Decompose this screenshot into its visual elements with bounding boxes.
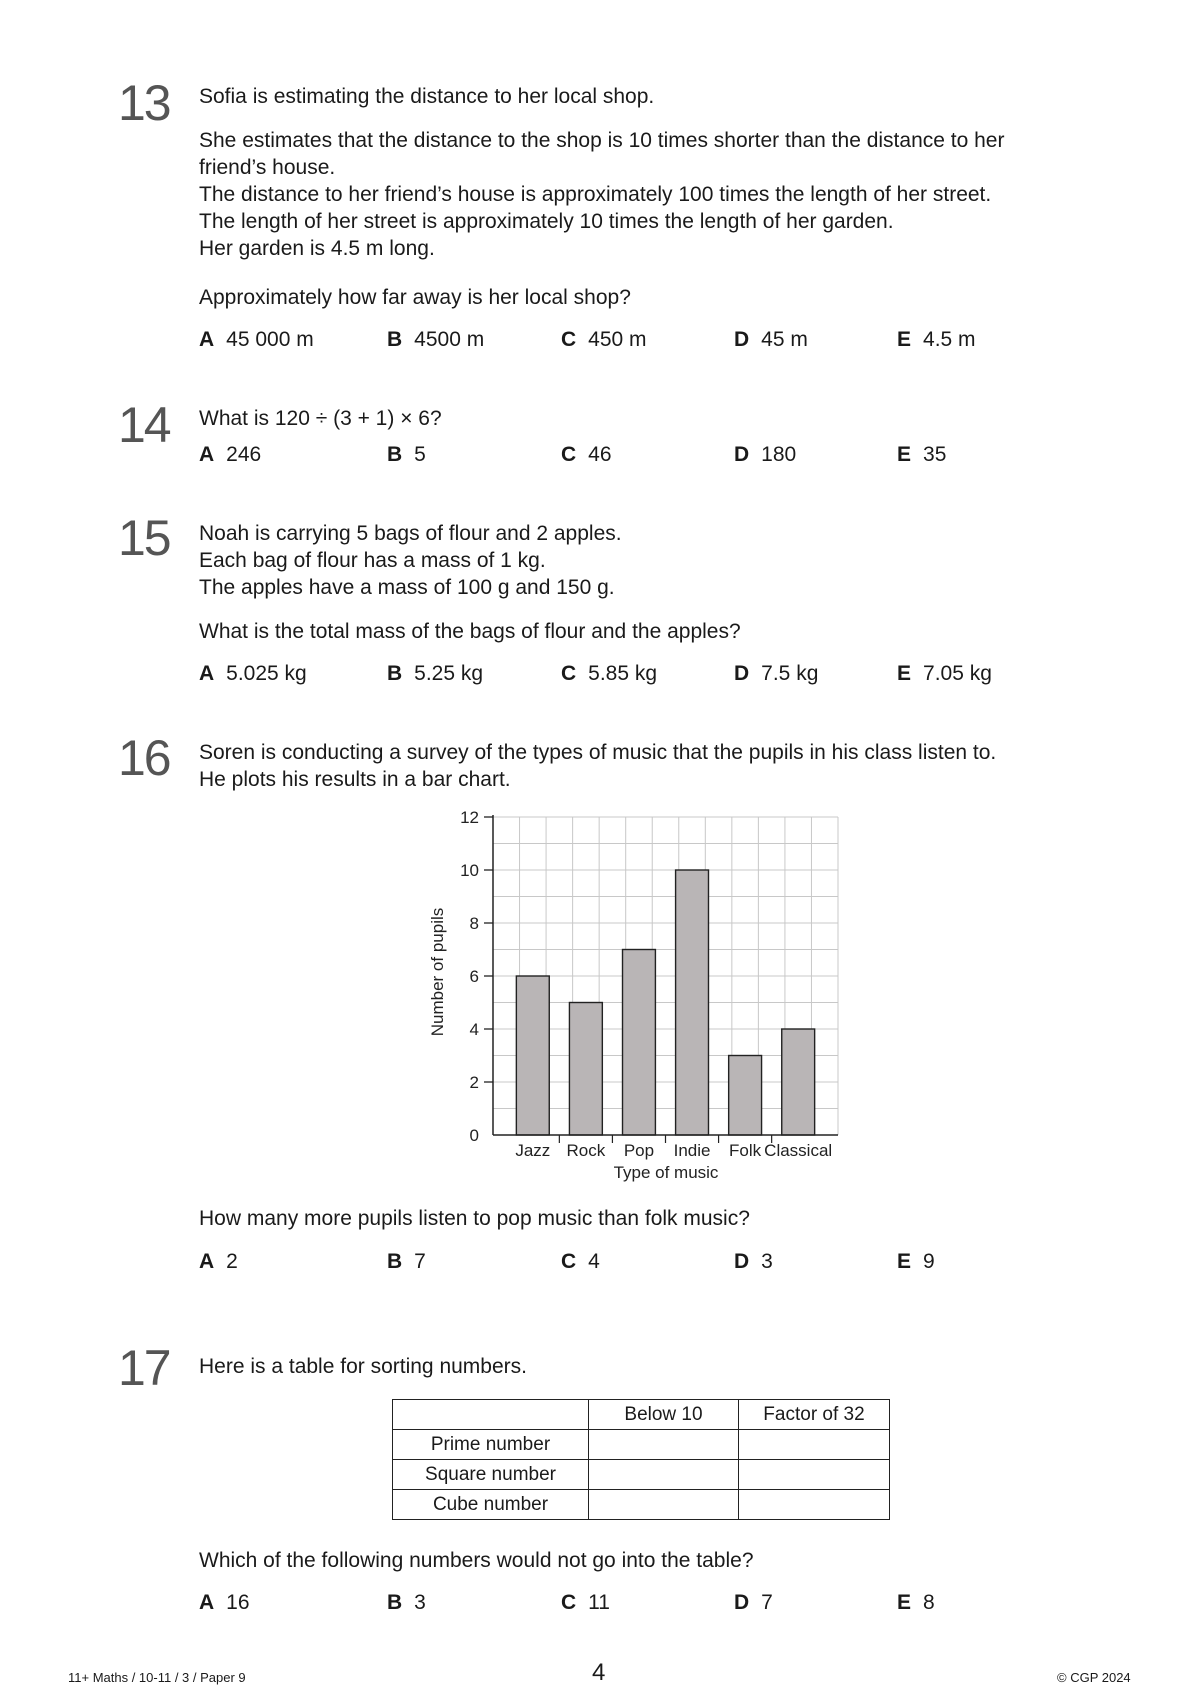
table-row-label: Square number [393,1460,589,1490]
question-number-17: 17 [118,1340,170,1396]
y-tick-label: 0 [469,1126,479,1145]
option-text: 4 [588,1250,600,1273]
answer-option-d[interactable] [734,662,818,686]
answer-option-c[interactable] [561,662,657,686]
question-text-line: Her garden is 4.5 m long. [199,237,435,260]
question-14-options [199,443,1099,473]
option-letter: E [897,1250,912,1273]
x-tick-label: Classical [764,1141,833,1160]
option-text: 450 m [588,328,647,351]
question-text-line: Sofia is estimating the distance to her local shop. [199,85,655,108]
option-text: 7 [761,1591,773,1614]
question-13-intro [199,83,1099,110]
option-text: 7.5 kg [761,662,819,685]
x-axis-label: Type of music [613,1163,719,1182]
y-tick-label: 12 [460,808,479,827]
answer-option-c[interactable] [561,443,612,467]
bar [676,870,709,1135]
answer-option-a[interactable] [199,1591,250,1615]
question-text-line: The length of her street is approximately 10 times the length of her garden. [199,210,894,233]
table-row-label: Prime number [393,1430,589,1460]
page-number: 4 [592,1659,606,1686]
option-letter: A [199,1250,215,1273]
answer-option-b[interactable] [387,1250,426,1274]
sorting-table [392,1399,890,1520]
question-text-line: The distance to her friend’s house is approximately 100 times the length of her street. [199,183,992,206]
question-16-details [199,739,1099,793]
question-17-intro [199,1353,1099,1380]
answer-option-a[interactable] [199,443,261,467]
question-text-line: The apples have a mass of 100 g and 150 g. [199,576,615,599]
question-number-13: 13 [118,75,170,131]
answer-option-a[interactable] [199,1250,238,1274]
answer-option-a[interactable] [199,662,307,686]
option-letter: E [897,1591,912,1614]
answer-option-b[interactable] [387,1591,426,1615]
table-cell [589,1430,739,1460]
question-15-prompt: What is the total mass of the bags of flour and the apples? [199,620,741,643]
y-tick-label: 8 [469,914,479,933]
option-letter: E [897,443,912,466]
answer-option-d[interactable] [734,1591,773,1615]
question-14-prompt: What is 120 ÷ (3 + 1) × 6? [199,407,442,430]
answer-option-b[interactable] [387,662,483,686]
answer-option-e[interactable] [897,1250,935,1274]
bar [729,1056,762,1136]
option-text: 35 [923,443,947,466]
option-letter: D [734,1250,750,1273]
y-tick-label: 4 [469,1020,479,1039]
answer-option-b[interactable] [387,443,426,467]
option-text: 5.25 kg [414,662,484,685]
option-text: 3 [414,1591,426,1614]
answer-option-e[interactable] [897,662,992,686]
answer-option-e[interactable] [897,443,946,467]
option-text: 5 [414,443,426,466]
question-text-line: He plots his results in a bar chart. [199,768,511,791]
option-letter: B [387,443,403,466]
answer-option-b[interactable] [387,328,484,352]
answer-option-c[interactable] [561,1591,610,1615]
answer-option-a[interactable] [199,328,314,352]
question-number-15: 15 [118,510,170,566]
option-letter: E [897,328,912,351]
option-text: 5.025 kg [226,662,307,685]
question-16-prompt: How many more pupils listen to pop music than folk music? [199,1207,750,1230]
question-13-options [199,328,1099,358]
option-text: 7 [414,1250,426,1273]
question-13-prompt: Approximately how far away is her local shop? [199,286,631,309]
option-letter: A [199,1591,215,1614]
question-13-details [199,127,1099,262]
bar [623,950,656,1136]
question-number-16: 16 [118,730,170,786]
option-letter: A [199,443,215,466]
answer-option-c[interactable] [561,1250,600,1274]
table-row [393,1430,890,1460]
option-letter: D [734,443,750,466]
table-row-label: Cube number [393,1490,589,1520]
option-text: 3 [761,1250,773,1273]
footer-copyright: © CGP 2024 [1057,1670,1131,1685]
option-text: 8 [923,1591,935,1614]
option-text: 46 [588,443,612,466]
option-text: 4.5 m [923,328,976,351]
answer-option-e[interactable] [897,328,976,352]
table-cell [739,1490,890,1520]
option-letter: B [387,662,403,685]
option-text: 9 [923,1250,935,1273]
x-tick-label: Rock [566,1141,606,1160]
answer-option-e[interactable] [897,1591,935,1615]
table-header-row [393,1400,890,1430]
y-axis-label: Number of pupils [428,907,447,1037]
option-letter: E [897,662,912,685]
option-text: 4500 m [414,328,485,351]
table-header-cell: Factor of 32 [739,1400,890,1430]
option-letter: B [387,1250,403,1273]
question-17-prompt: Which of the following numbers would not go into the table? [199,1549,754,1572]
answer-option-c[interactable] [561,328,647,352]
table-row [393,1490,890,1520]
option-letter: B [387,328,403,351]
table-header-cell [393,1400,589,1430]
y-tick-label: 2 [469,1073,479,1092]
bar [516,976,549,1135]
bar [569,1003,602,1136]
option-text: 5.85 kg [588,662,658,685]
question-text-line: Here is a table for sorting numbers. [199,1355,527,1378]
table-cell [589,1490,739,1520]
bar [782,1029,815,1135]
question-17-options [199,1591,1099,1621]
answer-option-d[interactable] [734,328,808,352]
y-tick-label: 10 [460,861,479,880]
table-cell [589,1460,739,1490]
option-text: 246 [226,443,262,466]
option-text: 7.05 kg [923,662,992,685]
option-letter: C [561,1591,577,1614]
table-cell [739,1460,890,1490]
option-letter: B [387,1591,403,1614]
footer-paper-info: 11+ Maths / 10-11 / 3 / Paper 9 [68,1670,246,1685]
option-text: 45 000 m [226,328,314,351]
question-15-details [199,520,1099,601]
answer-option-d[interactable] [734,1250,773,1274]
y-tick-label: 6 [469,967,479,986]
option-text: 45 m [761,328,808,351]
table-header-cell: Below 10 [589,1400,739,1430]
option-text: 180 [761,443,797,466]
option-letter: D [734,328,750,351]
question-15-options [199,662,1099,692]
x-tick-label: Folk [729,1141,762,1160]
question-16-options [199,1250,1099,1280]
option-letter: D [734,662,750,685]
option-text: 11 [588,1591,610,1614]
option-text: 16 [226,1591,250,1614]
question-text-line: Noah is carrying 5 bags of flour and 2 apples. [199,522,622,545]
question-text-line: Each bag of flour has a mass of 1 kg. [199,549,546,572]
table-row [393,1460,890,1490]
option-letter: C [561,328,577,351]
question-text-line: She estimates that the distance to the shop is 10 times shorter than the distance to her [199,129,1005,152]
x-tick-label: Jazz [515,1141,551,1160]
x-tick-label: Pop [623,1141,655,1160]
table-cell [739,1430,890,1460]
option-letter: D [734,1591,750,1614]
option-letter: A [199,328,215,351]
option-letter: C [561,443,577,466]
question-text-line: Soren is conducting a survey of the types of music that the pupils in his class listen to. [199,741,997,764]
x-tick-label: Indie [673,1141,711,1160]
option-letter: C [561,1250,577,1273]
answer-option-d[interactable] [734,443,796,467]
option-letter: C [561,662,577,685]
question-number-14: 14 [118,397,170,453]
option-text: 2 [226,1250,238,1273]
music-bar-chart [420,800,860,1200]
option-letter: A [199,662,215,685]
question-text-line: friend’s house. [199,156,336,179]
